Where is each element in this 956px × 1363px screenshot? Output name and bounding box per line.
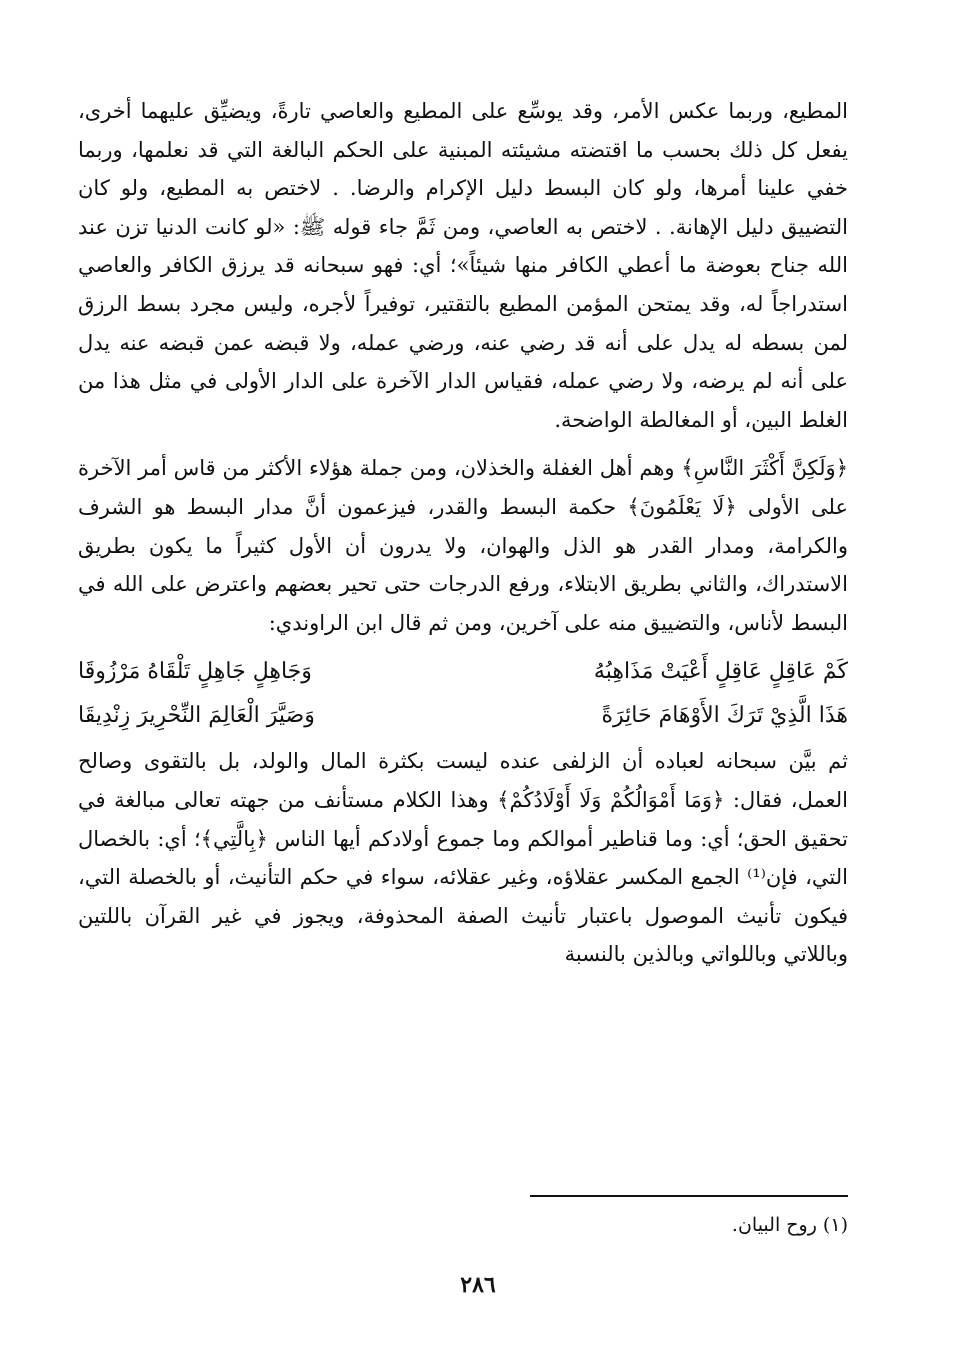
poem-verse-2-first-hemistich: هَذَا الَّذِيْ تَرَكَ الأَوْهَامَ حَائِرَةً bbox=[601, 703, 848, 729]
paragraph-3: ثم بيَّن سبحانه لعباده أن الزلفى عنده ليست بكثرة المال والولد، بل بالتقوى وصالح العمل، فقال: ﴿وَمَا أَمْوَالُكُمْ وَلَا أَوْلَادُكُمْ﴾ وهذا الكلام مستأنف من جهته تعالى مبالغة في تحقيق الحق؛ أي: وما قناطير أموالكم وما جموع أولادكم أيها الناس ﴿بِالَّتِي﴾؛ أي: بالخصال التي، فإن⁽¹⁾ الجمع المكسر عقلاؤه، وغير عقلائه، سواء في حكم التأنيث، أو بالخصلة التي، فيكون تأنيث الموصول باعتبار تأنيث الصفة المحذوفة، ويجوز في غير القرآن باللتين وباللاتي وباللواتي وبالذين بالنسبة bbox=[78, 749, 848, 967]
footnote-divider bbox=[530, 1195, 848, 1197]
footnote: (١) روح البيان. bbox=[731, 1214, 848, 1236]
poem-verse-1-second-hemistich: وَجَاهِلٍ جَاهِلٍ تَلْقَاهُ مَرْزُوقَا bbox=[78, 659, 312, 685]
poem-verse-1 bbox=[78, 650, 848, 694]
paragraph-1: المطيع، وربما عكس الأمر، وقد يوسِّع على المطيع والعاصي تارةً، ويضيِّق عليهما أخرى، يفعل كل ذلك بحسب ما اقتضته مشيئته المبنية على الحكم البالغة التي قد نعلمها، وربما خفي علينا أمرها، ولو كان البسط دليل الإكرام والرضا. . لاختص به المطيع، ولو كان التضييق دليل الإهانة. . لاختص به العاصي، ومن ثَمَّ جاء قوله ﷺ: «لو كانت الدنيا تزن عند الله جناح بعوضة ما أعطي الكافر منها شيئاً»؛ أي: فهو سبحانه قد يرزق الكافر والعاصي استدراجاً له، وقد يمتحن المؤمن المطيع بالتقتير، توفيراً لأجره، وليس مجرد بسط الرزق لمن بسطه له يدل على أنه قد رضي عنه، ورضي عمله، ولا قبضه عمن قبضه عنه يدل على أنه لم يرضه، ولا رضي عمله، فقياس الدار الآخرة على الدار الأولى في مثل هذا من الغلط البين، أو المغالطة الواضحة. bbox=[78, 99, 848, 432]
paragraph-2: ﴿وَلَكِنَّ أَكْثَرَ النَّاسِ﴾ وهم أهل الغفلة والخذلان، ومن جملة هؤلاء الأكثر من قاس أمر الآخرة على الأولى ﴿لَا يَعْلَمُونَ﴾ حكمة البسط والقدر، فيزعمون أنَّ مدار البسط هو الشرف والكرامة، ومدار القدر هو الذل والهوان، ولا يدرون أن الأول كثيراً ما يكون بطريق الاستدراك، والثاني بطريق الابتلاء، ورفع الدرجات حتى تحير بعضهم واعترض على الله في البسط لأناس، والتضييق منه على آخرين، ومن ثم قال ابن الراوندي: bbox=[78, 456, 848, 635]
poem bbox=[78, 650, 848, 738]
poem-verse-1-first-hemistich: كَمْ عَاقِلٍ عَاقِلٍ أَعْيَتْ مَذَاهِبُهُ bbox=[593, 659, 848, 685]
page-body bbox=[78, 92, 848, 974]
poem-verse-2 bbox=[78, 694, 848, 738]
poem-verse-2-second-hemistich: وَصَيَّرَ الْعَالِمَ النِّحْرِيرَ زِنْدِيقَا bbox=[78, 703, 315, 729]
page-number: ٢٨٦ bbox=[460, 1272, 496, 1298]
